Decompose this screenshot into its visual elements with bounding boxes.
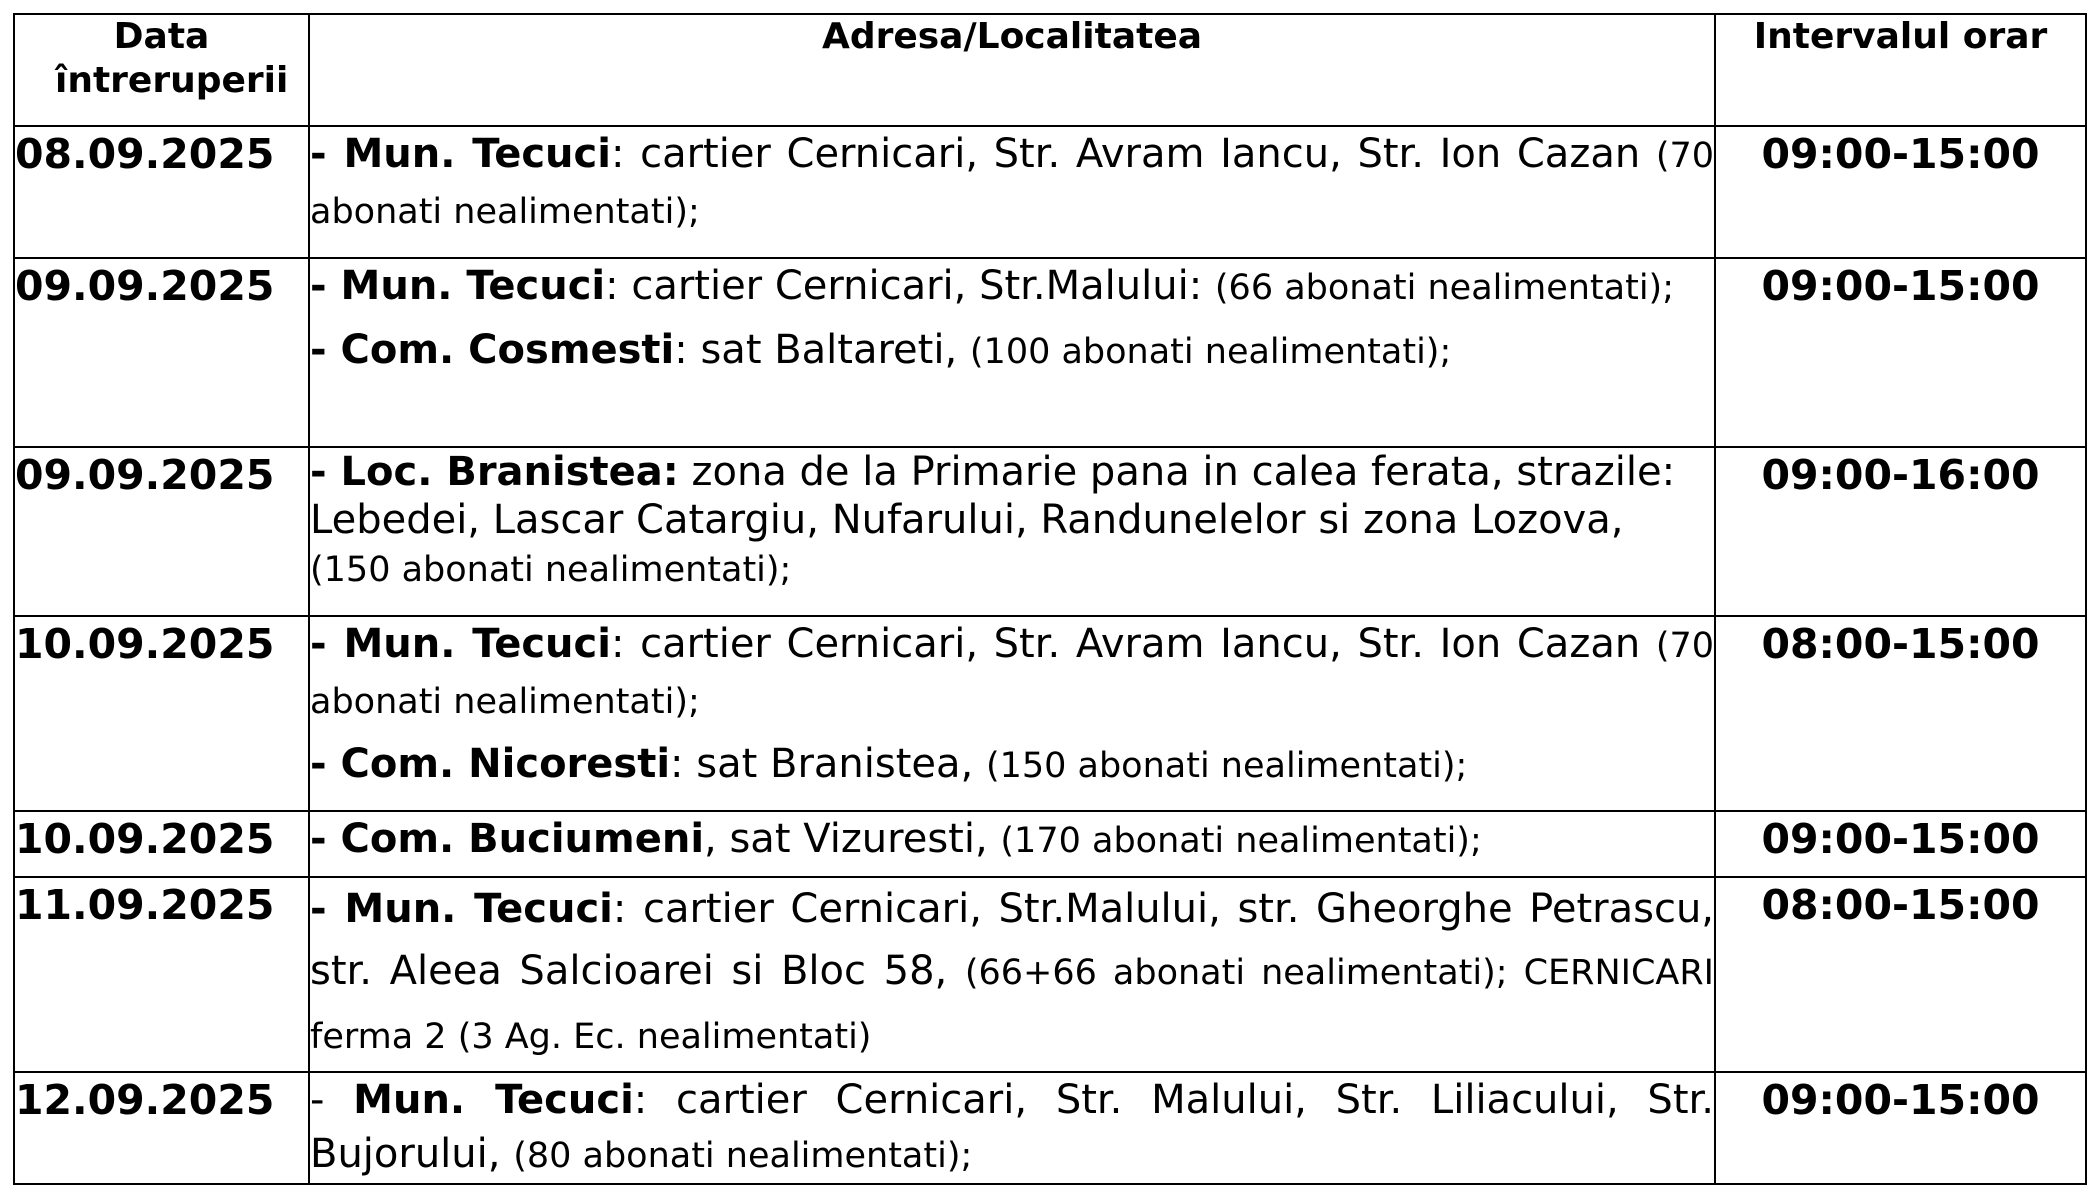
address-entry: - Com. Nicoresti: sat Branistea, (150 abonati nealimentati); <box>310 741 1468 787</box>
outage-note: (66 abonati nealimentati); <box>1214 268 1674 308</box>
header-address: Adresa/Localitatea <box>309 14 1715 126</box>
outage-note: (70 abonati nealimentati); <box>310 136 1715 232</box>
row-address <box>309 811 1715 877</box>
row-date: 12.09.2025 <box>14 1072 309 1184</box>
row-address <box>309 258 1715 447</box>
table-row <box>14 616 2086 811</box>
row-address <box>309 616 1715 811</box>
outage-note: (70 abonati nealimentati); <box>310 626 1715 722</box>
row-address <box>309 447 1715 616</box>
outage-note: (170 abonati nealimentati); <box>1000 821 1482 861</box>
locality-name: Mun. Tecuci <box>343 621 611 667</box>
table-row <box>14 258 2086 447</box>
table-header-row <box>14 14 2086 126</box>
row-date: 10.09.2025 <box>14 616 309 811</box>
address-entry: - Mun. Tecuci: cartier Cernicari, Str. Avram Iancu, Str. Ion Cazan (70 abonati nealimentati); <box>310 131 1715 232</box>
row-interval: 09:00-15:00 <box>1715 1072 2086 1184</box>
locality-name: Com. Cosmesti <box>340 327 675 373</box>
outage-note: (80 abonati nealimentati); <box>513 1136 973 1176</box>
outage-note: (150 abonati nealimentati); <box>310 550 792 590</box>
row-interval: 08:00-15:00 <box>1715 877 2086 1072</box>
outage-note: (100 abonati nealimentati); <box>969 332 1452 372</box>
row-address <box>309 1072 1715 1184</box>
header-interval: Intervalul orar <box>1715 14 2086 126</box>
locality-name: Mun. Tecuci <box>353 1077 634 1123</box>
locality-name: Mun. Tecuci <box>343 131 611 177</box>
address-entry: - Mun. Tecuci: cartier Cernicari, Str. Malului, Str. Liliacului, Str. Bujorului, (80 abonati nealimentati); <box>310 1077 1714 1177</box>
address-entry: - Mun. Tecuci: cartier Cernicari, Str.Malului: (66 abonati nealimentati); <box>310 263 1674 309</box>
row-date: 09.09.2025 <box>14 258 309 447</box>
address-entry: - Mun. Tecuci: cartier Cernicari, Str. Avram Iancu, Str. Ion Cazan (70 abonati nealimentati); <box>310 621 1715 722</box>
row-interval: 08:00-15:00 <box>1715 616 2086 811</box>
row-interval: 09:00-15:00 <box>1715 258 2086 447</box>
row-date: 09.09.2025 <box>14 447 309 616</box>
row-date: 10.09.2025 <box>14 811 309 877</box>
locality-name: Mun. Tecuci <box>340 263 606 309</box>
table-row <box>14 811 2086 877</box>
address-entry: - Mun. Tecuci: cartier Cernicari, Str.Malului, str. Gheorghe Petrascu, str. Aleea Salcioarei si Bloc 58, (66+66 abonati nealimentati); CERNICARI ferma 2 (3 Ag. Ec. nealimentati) <box>310 886 1715 1057</box>
row-address <box>309 877 1715 1072</box>
row-date: 08.09.2025 <box>14 126 309 258</box>
row-interval: 09:00-15:00 <box>1715 811 2086 877</box>
outage-schedule-table <box>13 13 2087 1185</box>
table-row <box>14 877 2086 1072</box>
address-entry: - Loc. Branistea: zona de la Primarie pana in calea ferata, strazile: Lebedei, Lascar Catargiu, Nufarului, Randunelelor si zona Lozova, (150 abonati nealimentati); <box>310 449 1676 590</box>
locality-name: Mun. Tecuci <box>344 886 613 932</box>
outage-note: (66+66 abonati nealimentati); CERNICARI ferma 2 (3 Ag. Ec. nealimentati) <box>310 953 1714 1057</box>
locality-name: Com. Nicoresti <box>340 741 671 787</box>
row-interval: 09:00-16:00 <box>1715 447 2086 616</box>
locality-name: Com. Buciumeni <box>340 816 705 862</box>
outage-note: (150 abonati nealimentati); <box>985 746 1468 786</box>
header-date: Data întreruperii <box>14 14 309 126</box>
row-interval: 09:00-15:00 <box>1715 126 2086 258</box>
address-entry: - Com. Buciumeni, sat Vizuresti, (170 abonati nealimentati); <box>310 816 1482 862</box>
row-address <box>309 126 1715 258</box>
table-row <box>14 447 2086 616</box>
address-entry: - Com. Cosmesti: sat Baltareti, (100 abonati nealimentati); <box>310 327 1452 373</box>
table-row <box>14 126 2086 258</box>
table-row <box>14 1072 2086 1184</box>
locality-name: Loc. Branistea: <box>340 449 679 495</box>
row-date: 11.09.2025 <box>14 877 309 1072</box>
